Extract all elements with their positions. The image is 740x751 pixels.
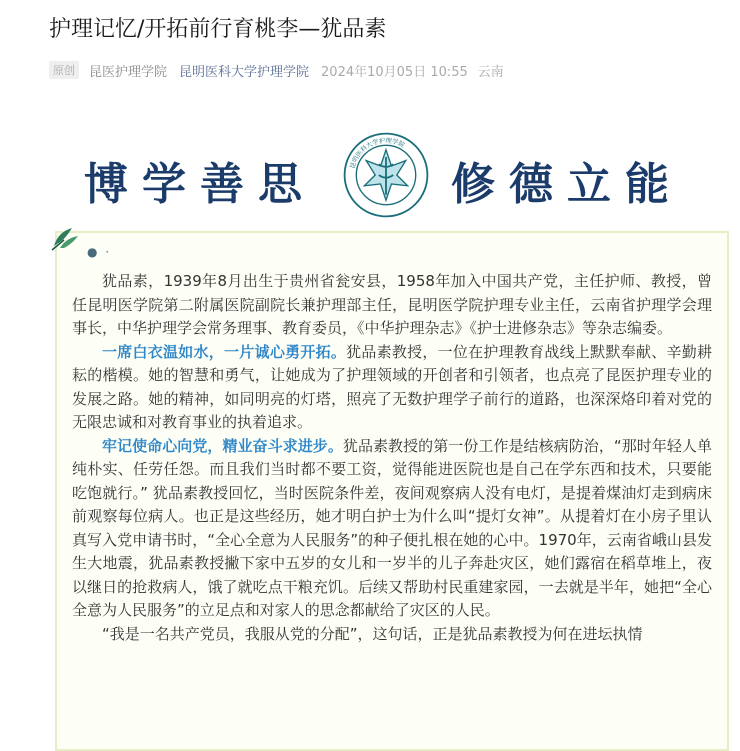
motto-banner [78, 130, 698, 230]
highlight-heading: 牢记使命心向党，精业奋斗求进步。 [102, 436, 343, 455]
article-body [72, 270, 712, 646]
account-link[interactable]: 昆明医科大学护理学院 [179, 64, 310, 80]
leaf-icon [50, 224, 80, 252]
decorative-dots: ● · [87, 245, 112, 259]
logo-ring-text: 昆明医科大学护理学院 [349, 137, 406, 170]
paragraph-text: 犹品素教授，一位在护理教育战线上默默奉献、辛勤耕耘的楷模。她的智慧和勇气，让她成为了护理领域的开创者和引领者，也点亮了昆医护理专业的发展之路。她的精神，如同明亮的灯塔，照亮了无数护理学子前行的道路，也深深烙印着对党的无限忠诚和对教育事业的执着追求。 [72, 342, 712, 431]
paragraph-2 [72, 341, 712, 435]
college-logo-icon [341, 130, 431, 220]
publish-location: 云南 [477, 64, 504, 80]
paragraph-intro: 犹品素，1939年8月出生于贵州省瓮安县，1958年加入中国共产党，主任护师、教授，曾任昆明医学院第二附属医院副院长兼护理部主任，昆明医学院护理专业主任，云南省护理学会理事长，中华护理学会常务理事、教育委员，《中华护理杂志》《护士进修杂志》等杂志编委。 [72, 272, 712, 337]
paragraph-3 [72, 435, 712, 623]
motto-left: 博学善思 [84, 159, 316, 210]
author-name: 昆医护理学院 [89, 64, 168, 80]
motto-right: 修德立能 [451, 159, 683, 210]
paragraph-4: “我是一名共产党员，我服从党的分配”，这句话，正是犹品素教授为何在进坛执情 [102, 624, 643, 643]
highlight-heading: 一席白衣温如水，一片诚心勇开拓。 [102, 342, 347, 361]
article-title: 护理记忆/开拓前行育桃李—犹品素 [49, 17, 387, 42]
original-badge: 原创 [49, 61, 79, 79]
publish-time: 2024年10月05日 10:55 [321, 64, 468, 80]
article-meta [49, 60, 504, 80]
paragraph-text: 犹品素教授的第一份工作是结核病防治，“那时年轻人单纯朴实、任劳任怨。而且我们当时都不要工资，觉得能进医院也是自己在学东西和技术，只要能吃饱就行。” 犹品素教授回忆，当时医院条件差，夜间观察病人没有电灯，是提着煤油灯走到病床前观察每位病人。也正是这些经历，她才明白护士为什么叫“提灯女神”。从提着灯在小房子里认真写入党申请书时，“全心全意为人民服务”的种子便扎根在她的心中。1970年，云南省峨山县发生大地震，犹品素教授撇下家中五岁的女儿和一岁半的儿子奔赴灾区，她们露宿在稻草堆上，夜以继日的抢救病人，饿了就吃点干粮充饥。后续又帮助村民重建家园，一去就是半年，她把“全心全意为人民服务”的立足点和对家人的思念都献给了灾区的人民。 [72, 436, 712, 619]
